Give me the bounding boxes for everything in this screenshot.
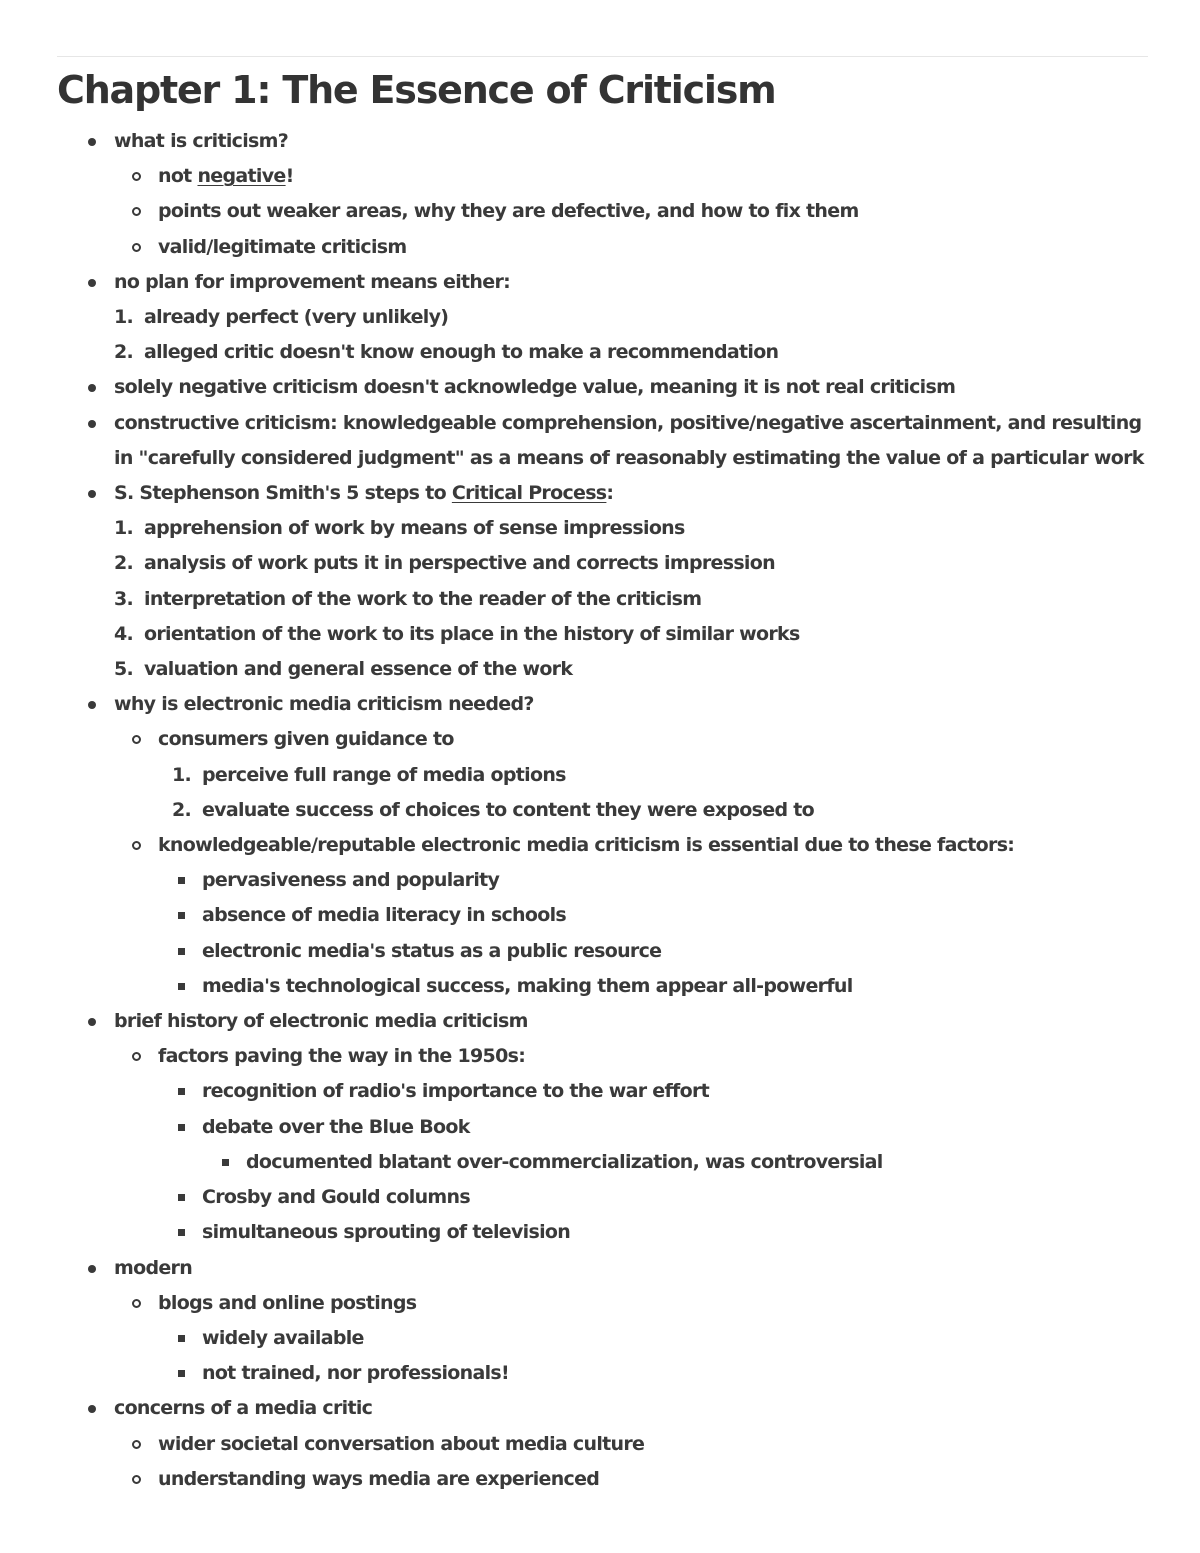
bullet-square-icon bbox=[172, 1110, 202, 1145]
list-item: why is electronic media criticism needed? consumers given guidance to 1. perceive full range of media options 2. evaluate success of choices to content they were exposed to knowledgeable/reputable electronic media criticism is essential due to these factors: pervasiveness and popularity absence of media literacy in schools electronic media's status as a public resource media's technological success, making them appear all-powerful bbox=[84, 687, 1154, 1004]
list-item: recognition of radio's importance to the war effort bbox=[172, 1074, 1154, 1109]
list-item: 2. evaluate success of choices to content they were exposed to bbox=[172, 798, 815, 821]
critical-process-link[interactable]: Critical Process bbox=[451, 482, 607, 505]
bullet-square-icon bbox=[172, 1215, 202, 1250]
list-item: what is criticism? not negative! points out weaker areas, why they are defective, and how to fix them valid/legitimate criticism bbox=[84, 124, 1154, 265]
list-item: concerns of a media critic wider societal conversation about media culture understanding ways media are experienced bbox=[84, 1391, 1154, 1497]
list-item: modern blogs and online postings widely available not trained, nor professionals! bbox=[84, 1251, 1154, 1392]
list-item: 2. analysis of work puts it in perspective and corrects impression bbox=[114, 552, 775, 575]
bullet-circle-icon bbox=[128, 230, 158, 265]
list-item: media's technological success, making them appear all-powerful bbox=[172, 969, 1154, 1004]
list-item: consumers given guidance to 1. perceive full range of media options 2. evaluate success of choices to content they were exposed to bbox=[128, 722, 1154, 828]
bullet-disc-icon bbox=[84, 687, 114, 722]
list-item: factors paving the way in the 1950s: recognition of radio's importance to the war effort debate over the Blue Book documented blatant over-commercialization, was controversial Crosby and Gould columns simultaneous sprouting of television bbox=[128, 1039, 1154, 1250]
bullet-disc-icon bbox=[84, 370, 114, 405]
list-item: blogs and online postings widely available not trained, nor professionals! bbox=[128, 1286, 1154, 1392]
list-item: understanding ways media are experienced bbox=[128, 1462, 1154, 1497]
bullet-square-icon bbox=[172, 863, 202, 898]
bullet-circle-icon bbox=[128, 828, 158, 863]
list-item: Crosby and Gould columns bbox=[172, 1180, 1154, 1215]
bullet-disc-icon bbox=[84, 1004, 114, 1039]
bullet-square-icon bbox=[216, 1145, 246, 1180]
bullet-circle-icon bbox=[128, 194, 158, 229]
bullet-disc-icon bbox=[84, 1251, 114, 1286]
bullet-square-icon bbox=[172, 1356, 202, 1391]
bullet-circle-icon bbox=[128, 1039, 158, 1074]
list-item: solely negative criticism doesn't acknowledge value, meaning it is not real criticism bbox=[84, 370, 1154, 405]
top-divider bbox=[57, 56, 1148, 57]
bullet-circle-icon bbox=[128, 1286, 158, 1321]
bullet-square-icon bbox=[172, 969, 202, 1004]
list-item: 5. valuation and general essence of the work bbox=[114, 658, 573, 681]
list-item: 1. apprehension of work by means of sense impressions bbox=[114, 517, 685, 540]
list-item: brief history of electronic media criticism factors paving the way in the 1950s: recognition of radio's importance to the war effort debate over the Blue Book documented blatant over-commercialization, was controversial Crosby and Gould columns simultaneous sprouting of television bbox=[84, 1004, 1154, 1250]
list-item: no plan for improvement means either: 1. already perfect (very unlikely) 2. alleged critic doesn't know enough to make a recommendation bbox=[84, 265, 1154, 371]
list-item: valid/legitimate criticism bbox=[128, 230, 1154, 265]
bullet-disc-icon bbox=[84, 124, 114, 159]
list-item: pervasiveness and popularity bbox=[172, 863, 1154, 898]
list-item: 1. already perfect (very unlikely) bbox=[114, 306, 449, 329]
bullet-disc-icon bbox=[84, 1391, 114, 1426]
list-item: documented blatant over-commercialization, was controversial bbox=[216, 1145, 1154, 1180]
bullet-disc-icon bbox=[84, 476, 114, 511]
bullet-square-icon bbox=[172, 1074, 202, 1109]
list-item: debate over the Blue Book documented blatant over-commercialization, was controversial bbox=[172, 1110, 1154, 1180]
list-item: 2. alleged critic doesn't know enough to make a recommendation bbox=[114, 341, 779, 364]
list-item: absence of media literacy in schools bbox=[172, 898, 1154, 933]
outline-list bbox=[84, 124, 1154, 1497]
bullet-square-icon bbox=[172, 934, 202, 969]
list-item: wider societal conversation about media culture bbox=[128, 1427, 1154, 1462]
page-title: Chapter 1: The Essence of Criticism bbox=[57, 68, 776, 112]
bullet-circle-icon bbox=[128, 1462, 158, 1497]
list-item: constructive criticism: knowledgeable comprehension, positive/negative ascertainment, and resulting in "carefully considered judgment" as a means of reasonably estimating the value of a particular work bbox=[84, 406, 1154, 476]
list-item: points out weaker areas, why they are defective, and how to fix them bbox=[128, 194, 1154, 229]
list-item: widely available bbox=[172, 1321, 1154, 1356]
list-item: electronic media's status as a public resource bbox=[172, 934, 1154, 969]
bullet-square-icon bbox=[172, 1321, 202, 1356]
list-item: not negative! bbox=[128, 159, 1154, 194]
list-item: 4. orientation of the work to its place in the history of similar works bbox=[114, 622, 800, 645]
list-item: 3. interpretation of the work to the reader of the criticism bbox=[114, 587, 702, 610]
list-item: knowledgeable/reputable electronic media criticism is essential due to these factors: pervasiveness and popularity absence of media literacy in schools electronic media's status as a public resource media's technological success, making them appear all-powerful bbox=[128, 828, 1154, 1004]
bullet-square-icon bbox=[172, 1180, 202, 1215]
bullet-circle-icon bbox=[128, 722, 158, 757]
bullet-disc-icon bbox=[84, 406, 114, 441]
list-item: not trained, nor professionals! bbox=[172, 1356, 1154, 1391]
bullet-disc-icon bbox=[84, 265, 114, 300]
list-item: S. Stephenson Smith's 5 steps to Critical Process: 1. apprehension of work by means of sense impressions 2. analysis of work puts it in perspective and corrects impression 3. interpretation of the work to the reader of the criticism 4. orientation of the work to its place in the history of similar works 5. valuation and general essence of the work bbox=[84, 476, 1154, 687]
bullet-circle-icon bbox=[128, 1427, 158, 1462]
list-item: simultaneous sprouting of television bbox=[172, 1215, 1154, 1250]
bullet-square-icon bbox=[172, 898, 202, 933]
list-item: 1. perceive full range of media options bbox=[172, 763, 566, 786]
negative-link[interactable]: negative bbox=[197, 165, 286, 188]
bullet-circle-icon bbox=[128, 159, 158, 194]
